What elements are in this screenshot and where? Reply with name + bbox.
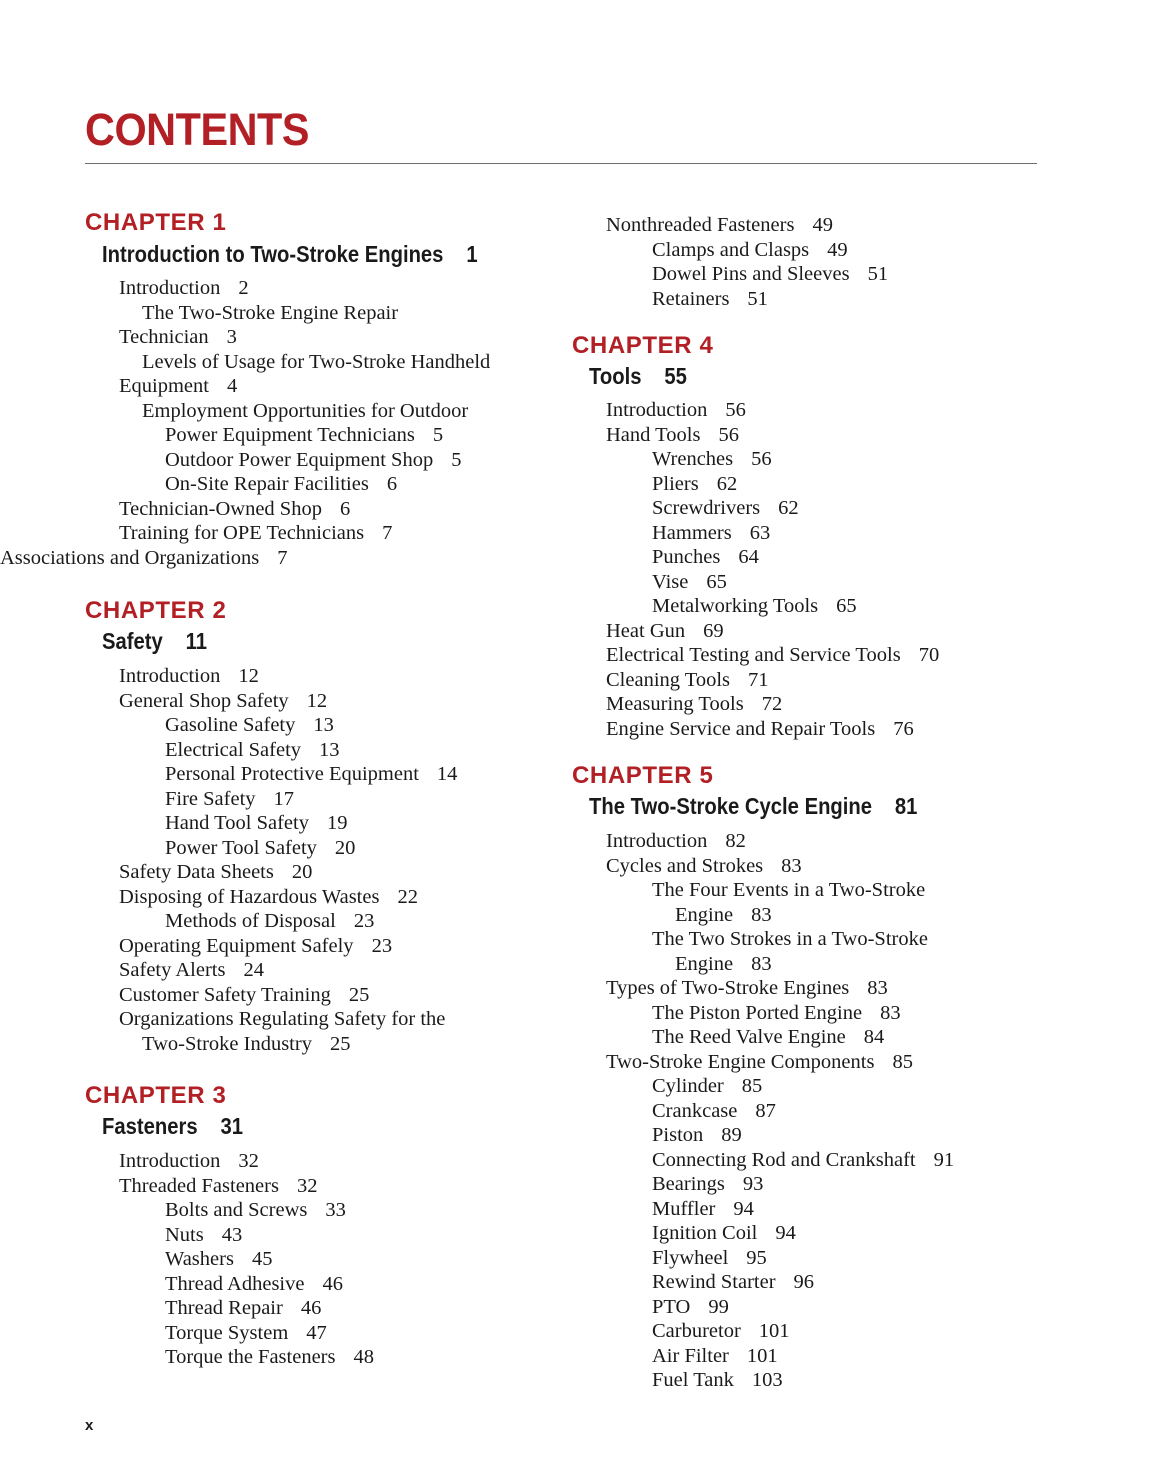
entry-page-number: 76 — [893, 717, 914, 740]
toc-entry[interactable] — [652, 1148, 954, 1173]
entry-title: Measuring Tools — [606, 693, 744, 715]
entry-title: Types of Two-Stroke Engines — [606, 977, 850, 999]
entry-title: Disposing of Hazardous Wastes — [119, 885, 380, 908]
entry-title: Wrenches — [652, 448, 734, 470]
entry-page-number: 71 — [748, 668, 769, 691]
toc-entry[interactable] — [119, 276, 249, 301]
entry-page-number: 91 — [933, 1148, 955, 1171]
entry-title: Levels of Usage for Two-Stroke Handheld — [142, 350, 491, 373]
entry-title: Carburetor — [652, 1320, 741, 1342]
entry-title: Introduction — [119, 277, 221, 299]
toc-entry[interactable] — [652, 447, 772, 472]
entry-title: Nonthreaded Fasteners — [606, 214, 795, 236]
entry-title: Air Filter — [652, 1344, 729, 1367]
entry-title: PTO — [652, 1295, 691, 1318]
entry-page-number: 46 — [300, 1297, 322, 1319]
chapter-label: CHAPTER 5 — [572, 762, 714, 789]
toc-entry[interactable] — [652, 472, 737, 497]
entry-page-number: 6 — [339, 497, 351, 520]
entry-page-number: 49 — [827, 238, 848, 261]
entry-title: Washers — [165, 1248, 234, 1270]
entry-page-number: 19 — [326, 812, 348, 834]
page-title: CONTENTS — [85, 104, 310, 155]
title-divider — [85, 163, 1037, 164]
entry-page-number: 63 — [749, 521, 771, 544]
entry-title: Fuel Tank — [652, 1369, 734, 1391]
entry-title: Cycles and Strokes — [606, 854, 764, 877]
entry-title: Ignition Coil — [652, 1222, 758, 1244]
entry-page-number: 83 — [781, 854, 802, 877]
toc-entry[interactable] — [606, 976, 888, 1001]
entry-page-number: 7 — [382, 522, 393, 544]
toc-entry[interactable] — [675, 903, 772, 928]
entry-title: Fire Safety — [165, 787, 256, 810]
entry-title: The Four Events in a Two-Stroke — [652, 879, 926, 901]
toc-entry[interactable] — [606, 398, 746, 423]
toc-entry[interactable] — [165, 738, 340, 763]
toc-entry[interactable] — [119, 1149, 259, 1174]
entry-page-number: 87 — [755, 1099, 776, 1122]
toc-entry[interactable] — [652, 238, 848, 263]
entry-title: Engine Service and Repair Tools — [606, 717, 876, 740]
toc-entry[interactable] — [652, 1246, 767, 1271]
toc-entry[interactable] — [652, 1099, 776, 1124]
entry-page-number: 45 — [251, 1248, 273, 1270]
entry-page-number: 25 — [329, 1032, 351, 1055]
entry-page-number: 6 — [386, 473, 398, 495]
entry-title: Organizations Regulating Safety for the — [119, 1008, 446, 1030]
chapter-title-text: Tools — [589, 363, 642, 389]
entry-page-number: 83 — [751, 903, 772, 926]
entry-page-number: 46 — [322, 1272, 343, 1295]
toc-entry[interactable] — [142, 1032, 350, 1057]
entry-title: Vise — [652, 570, 689, 593]
chapter-title[interactable] — [102, 241, 478, 268]
entry-title: Threaded Fasteners — [119, 1174, 279, 1197]
entry-page-number: 89 — [721, 1124, 742, 1146]
entry-title: Technician — [119, 326, 209, 348]
toc-entry[interactable] — [652, 1295, 729, 1320]
entry-title: Gasoline Safety — [165, 714, 296, 736]
chapter-title-text: Fasteners — [102, 1113, 198, 1139]
entry-page-number: 83 — [867, 977, 888, 999]
chapter-title[interactable] — [102, 1113, 243, 1140]
entry-title: Rewind Starter — [652, 1271, 776, 1293]
toc-entry[interactable] — [165, 836, 355, 861]
toc-entry[interactable] — [652, 1123, 742, 1148]
entry-page-number: 56 — [751, 448, 772, 470]
toc-entry[interactable] — [606, 854, 802, 879]
entry-page-number: 72 — [761, 693, 783, 715]
toc-entry[interactable] — [0, 546, 288, 571]
entry-page-number: 85 — [892, 1050, 913, 1073]
entry-page-number: 56 — [725, 399, 746, 421]
entry-title: Engine — [675, 952, 734, 975]
entry-title: Punches — [652, 546, 721, 568]
toc-entry[interactable] — [652, 1074, 762, 1099]
entry-page-number: 96 — [793, 1271, 815, 1293]
toc-entry[interactable] — [119, 1174, 317, 1199]
toc-entry[interactable] — [119, 983, 369, 1008]
entry-page-number: 32 — [238, 1150, 259, 1172]
toc-entry[interactable] — [119, 934, 392, 959]
chapter-label: CHAPTER 3 — [85, 1082, 227, 1109]
entry-title: Introduction — [606, 399, 708, 421]
entry-title: Electrical Testing and Service Tools — [606, 644, 901, 666]
entry-page-number: 65 — [836, 595, 857, 617]
toc-entry[interactable] — [652, 927, 928, 952]
entry-page-number: 13 — [313, 714, 334, 736]
toc-entry[interactable] — [652, 1319, 790, 1344]
chapter-title-text: Safety — [102, 628, 163, 654]
entry-title: Safety Data Sheets — [119, 861, 274, 883]
toc-entry[interactable] — [652, 287, 768, 312]
toc-entry[interactable] — [652, 1221, 796, 1246]
toc-entry[interactable] — [652, 1197, 754, 1222]
toc-entry[interactable] — [606, 643, 939, 668]
chapter-title[interactable] — [589, 363, 687, 390]
entry-page-number: 13 — [319, 738, 340, 761]
entry-page-number: 49 — [812, 214, 833, 236]
toc-entry[interactable] — [165, 448, 461, 473]
entry-page-number: 33 — [325, 1199, 346, 1221]
entry-page-number: 101 — [746, 1344, 778, 1367]
entry-title: Thread Repair — [165, 1297, 283, 1319]
entry-page-number: 23 — [371, 934, 393, 957]
entry-title: Power Equipment Technicians — [165, 424, 415, 446]
entry-title: Introduction — [606, 830, 708, 852]
entry-title: Two-Stroke Engine Components — [606, 1050, 875, 1073]
entry-title: Crankcase — [652, 1099, 738, 1122]
entry-page-number: 56 — [718, 423, 739, 446]
toc-entry[interactable] — [165, 909, 374, 934]
toc-entry[interactable] — [119, 521, 392, 546]
entry-title: Muffler — [652, 1197, 716, 1220]
entry-title: Hand Tools — [606, 423, 701, 446]
page-folio: x — [85, 1417, 94, 1434]
entry-title: Training for OPE Technicians — [119, 522, 365, 544]
entry-title: Clamps and Clasps — [652, 238, 810, 261]
entry-title: Retainers — [652, 287, 730, 310]
entry-title: Torque System — [165, 1321, 289, 1344]
toc-entry[interactable] — [165, 787, 294, 812]
entry-page-number: 23 — [353, 910, 375, 932]
toc-entry[interactable] — [606, 213, 833, 238]
entry-title: Hammers — [652, 521, 732, 544]
entry-page-number: 62 — [778, 497, 799, 519]
chapter-page-number: 11 — [185, 628, 208, 654]
toc-entry[interactable] — [119, 374, 237, 399]
entry-title: Power Tool Safety — [165, 836, 317, 859]
toc-entry[interactable] — [165, 472, 397, 497]
toc-entry[interactable] — [165, 1321, 327, 1346]
entry-title: Bolts and Screws — [165, 1199, 308, 1221]
entry-title: Engine — [675, 903, 734, 926]
entry-page-number: 12 — [238, 665, 259, 687]
entry-page-number: 83 — [880, 1001, 901, 1024]
entry-title: Thread Adhesive — [165, 1272, 305, 1295]
entry-page-number: 94 — [733, 1197, 754, 1220]
entry-page-number: 5 — [432, 424, 444, 446]
entry-page-number: 84 — [863, 1026, 885, 1048]
entry-title: Methods of Disposal — [165, 910, 336, 932]
entry-title: Personal Protective Equipment — [165, 763, 419, 785]
entry-title: On-Site Repair Facilities — [165, 473, 369, 495]
toc-entry[interactable] — [606, 619, 724, 644]
entry-page-number: 82 — [725, 830, 746, 852]
toc-entry[interactable] — [142, 399, 468, 424]
entry-page-number: 101 — [758, 1320, 790, 1342]
toc-entry[interactable] — [606, 829, 746, 854]
toc-entry[interactable] — [652, 570, 727, 595]
entry-title: Torque the Fasteners — [165, 1346, 336, 1368]
entry-page-number: 94 — [775, 1222, 796, 1244]
entry-page-number: 85 — [741, 1075, 763, 1097]
entry-title: Bearings — [652, 1173, 725, 1195]
entry-page-number: 51 — [867, 263, 889, 285]
entry-page-number: 70 — [918, 644, 940, 666]
entry-page-number: 103 — [751, 1369, 783, 1391]
toc-entry[interactable] — [606, 668, 769, 693]
toc-entry[interactable] — [165, 423, 443, 448]
toc-entry[interactable] — [652, 545, 759, 570]
entry-title: Employment Opportunities for Outdoor — [142, 399, 469, 422]
toc-entry[interactable] — [119, 885, 418, 910]
entry-title: General Shop Safety — [119, 689, 289, 712]
entry-title: Screwdrivers — [652, 497, 761, 519]
toc-entry[interactable] — [652, 521, 770, 546]
chapter-title[interactable] — [102, 628, 207, 655]
toc-entry[interactable] — [119, 664, 259, 689]
toc-entry[interactable] — [119, 958, 264, 983]
entry-page-number: 7 — [277, 546, 288, 569]
entry-title: Operating Equipment Safely — [119, 934, 354, 957]
toc-entry[interactable] — [165, 1345, 374, 1370]
entry-page-number: 12 — [306, 689, 328, 712]
entry-title: Outdoor Power Equipment Shop — [165, 448, 434, 471]
entry-page-number: 25 — [348, 983, 370, 1006]
entry-title: The Piston Ported Engine — [652, 1001, 863, 1024]
entry-title: The Two-Stroke Engine Repair — [142, 301, 399, 324]
entry-page-number: 3 — [226, 326, 237, 348]
entry-page-number: 20 — [334, 836, 356, 859]
toc-entry[interactable] — [606, 423, 739, 448]
entry-page-number: 93 — [742, 1173, 764, 1195]
entry-title: Dowel Pins and Sleeves — [652, 263, 850, 285]
entry-title: Associations and Organizations — [0, 546, 260, 569]
toc-entry[interactable] — [675, 952, 772, 977]
toc-entry[interactable] — [119, 497, 350, 522]
entry-title: Piston — [652, 1124, 704, 1146]
entry-title: Introduction — [119, 1150, 221, 1172]
entry-title: The Reed Valve Engine — [652, 1026, 846, 1048]
chapter-title-text: Introduction to Two-Stroke Engines — [102, 241, 444, 267]
chapter-label: CHAPTER 4 — [572, 332, 714, 359]
toc-entry[interactable] — [142, 350, 490, 375]
entry-page-number: 14 — [436, 763, 458, 785]
toc-entry[interactable] — [652, 1001, 901, 1026]
entry-page-number: 48 — [353, 1346, 374, 1368]
toc-entry[interactable] — [652, 1368, 783, 1393]
entry-page-number: 99 — [708, 1295, 729, 1318]
chapter-page-number: 55 — [664, 363, 687, 389]
toc-entry[interactable] — [119, 689, 327, 714]
toc-entry[interactable] — [652, 262, 888, 287]
entry-title: Flywheel — [652, 1246, 729, 1269]
entry-page-number: 20 — [291, 861, 313, 883]
entry-title: Heat Gun — [606, 619, 686, 642]
toc-entry[interactable] — [165, 1198, 346, 1223]
toc-entry[interactable] — [165, 1223, 242, 1248]
entry-title: Connecting Rod and Crankshaft — [652, 1148, 916, 1171]
toc-entry[interactable] — [606, 692, 782, 717]
entry-page-number: 32 — [296, 1174, 318, 1197]
toc-entry[interactable] — [165, 762, 457, 787]
toc-entry[interactable] — [165, 1272, 343, 1297]
entry-page-number: 5 — [451, 448, 462, 471]
entry-page-number: 47 — [306, 1321, 327, 1344]
entry-title: Introduction — [119, 665, 221, 687]
chapter-page-number: 81 — [894, 793, 918, 819]
toc-entry[interactable] — [165, 811, 347, 836]
toc-entry[interactable] — [652, 1172, 763, 1197]
toc-entry[interactable] — [652, 496, 799, 521]
entry-title: Hand Tool Safety — [165, 812, 309, 834]
entry-title: Pliers — [652, 472, 699, 495]
toc-entry[interactable] — [652, 1344, 778, 1369]
toc-entry[interactable] — [165, 713, 334, 738]
entry-page-number: 64 — [738, 546, 759, 568]
entry-title: Technician-Owned Shop — [119, 497, 322, 520]
entry-page-number: 22 — [397, 885, 418, 908]
toc-entry[interactable] — [606, 1050, 913, 1075]
toc-entry[interactable] — [652, 1270, 814, 1295]
entry-page-number: 62 — [716, 472, 738, 495]
chapter-page-number: 31 — [220, 1113, 244, 1139]
entry-page-number: 95 — [746, 1246, 767, 1269]
entry-page-number: 69 — [703, 619, 724, 642]
entry-title: Nuts — [165, 1223, 204, 1246]
entry-title: Electrical Safety — [165, 738, 302, 761]
entry-page-number: 2 — [238, 277, 249, 299]
toc-entry[interactable] — [119, 1007, 445, 1032]
entry-title: Customer Safety Training — [119, 983, 331, 1006]
entry-page-number: 65 — [706, 570, 727, 593]
entry-title: Metalworking Tools — [652, 595, 819, 617]
entry-page-number: 43 — [221, 1223, 243, 1246]
entry-page-number: 24 — [243, 959, 264, 981]
toc-entry[interactable] — [652, 878, 925, 903]
entry-page-number: 4 — [226, 375, 238, 397]
entry-page-number: 83 — [751, 952, 772, 975]
entry-title: The Two Strokes in a Two-Stroke — [652, 928, 928, 950]
entry-title: Cylinder — [652, 1075, 724, 1097]
entry-title: Cleaning Tools — [606, 668, 731, 691]
chapter-label: CHAPTER 2 — [85, 597, 227, 624]
chapter-title-text: The Two-Stroke Cycle Engine — [589, 793, 873, 819]
chapter-page-number: 1 — [466, 241, 478, 267]
toc-entry[interactable] — [119, 325, 237, 350]
chapter-title[interactable] — [589, 793, 917, 820]
toc-entry[interactable] — [165, 1296, 321, 1321]
entry-page-number: 17 — [273, 787, 295, 810]
entry-title: Safety Alerts — [119, 959, 226, 981]
toc-entry[interactable] — [142, 301, 398, 326]
toc-entry[interactable] — [119, 860, 312, 885]
chapter-label: CHAPTER 1 — [85, 209, 227, 236]
entry-page-number: 51 — [747, 287, 768, 310]
toc-entry[interactable] — [165, 1247, 272, 1272]
toc-entry[interactable] — [652, 594, 857, 619]
entry-title: Two-Stroke Industry — [142, 1032, 312, 1055]
toc-entry[interactable] — [652, 1025, 884, 1050]
entry-title: Equipment — [119, 375, 209, 397]
toc-entry[interactable] — [606, 717, 914, 742]
